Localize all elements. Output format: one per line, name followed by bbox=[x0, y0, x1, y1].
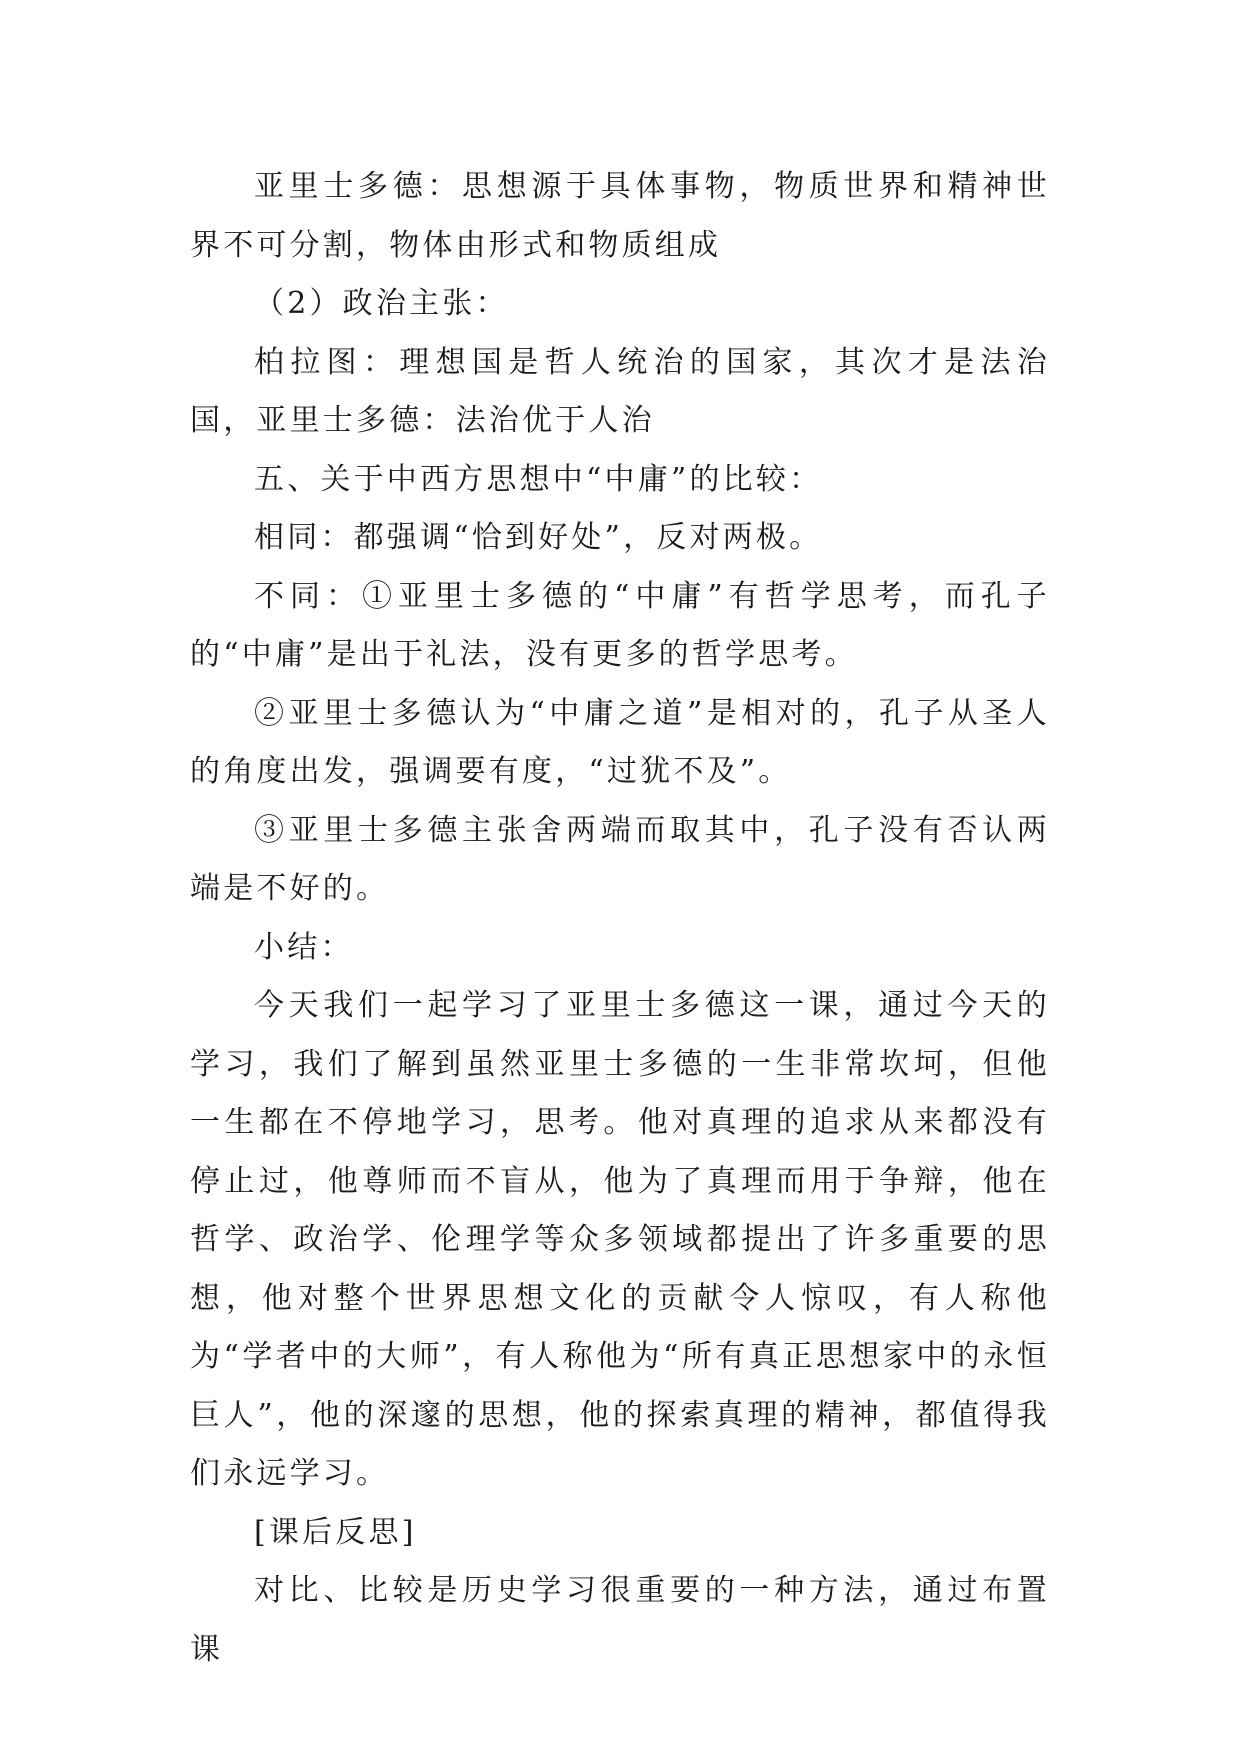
paragraph-similarity: 相同：都强调“恰到好处”，反对两极。 bbox=[254, 520, 823, 555]
paragraph-reflection-heading: [课后反思] bbox=[254, 1514, 417, 1550]
paragraph-difference-two: ②亚里士多德认为“中庸之道”是相对的，孔子从圣人的角度出发，强调要有度，“过犹不及”。 bbox=[190, 695, 1050, 789]
paragraph-aristotle-thought: 亚里士多德：思想源于具体事物，物质世界和精神世界不可分割，物体由形式和物质组成 bbox=[190, 169, 1050, 263]
paragraph-political-heading: （2）政治主张： bbox=[254, 286, 509, 321]
paragraph-summary-heading: 小结： bbox=[254, 929, 354, 965]
paragraph-section-five-heading: 五、关于中西方思想中“中庸”的比较： bbox=[254, 461, 823, 497]
paragraph-reflection-body: 对比、比较是历史学习很重要的一种方法，通过布置课 bbox=[190, 1573, 1050, 1667]
paragraph-political-views: 柏拉图：理想国是哲人统治的国家，其次才是法治国，亚里士多德：法治优于人治 bbox=[190, 344, 1050, 438]
document-page bbox=[190, 158, 1050, 1667]
paragraph-difference-three: ③亚里士多德主张舍两端而取其中，孔子没有否认两端是不好的。 bbox=[190, 812, 1050, 906]
paragraph-difference-one: 不同：①亚里士多德的“中庸”有哲学思考，而孔子的“中庸”是出于礼法，没有更多的哲学思考。 bbox=[190, 578, 1050, 672]
paragraph-summary-body: 今天我们一起学习了亚里士多德这一课，通过今天的学习，我们了解到虽然亚里士多德的一生非常坎坷，但他一生都在不停地学习，思考。他对真理的追求从来都没有停止过，他尊师而不盲从，他为了真理而用于争辩，他在哲学、政治学、伦理学等众多领域都提出了许多重要的思想，他对整个世界思想文化的贡献令人惊叹，有人称他为“学者中的大师”，有人称他为“所有真正思想家中的永恒巨人”，他的深邃的思想，他的探索真理的精神，都值得我们永远学习。 bbox=[190, 988, 1050, 1491]
